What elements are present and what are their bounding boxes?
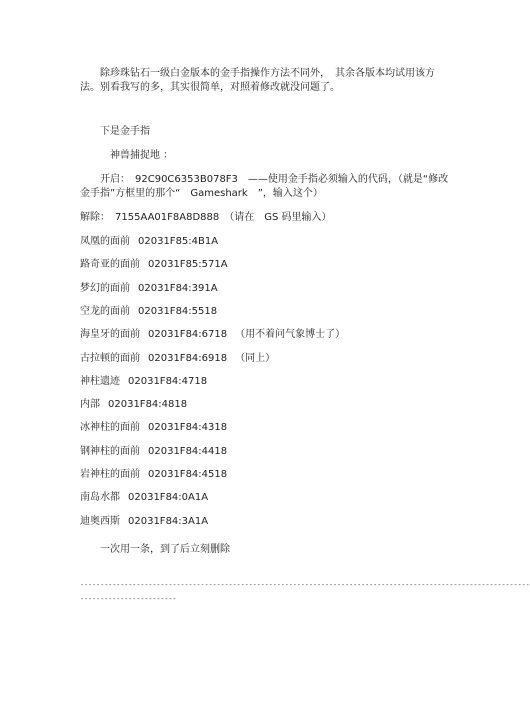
code-location: 古拉顿的面前	[80, 352, 140, 364]
code-row	[80, 420, 425, 435]
section-heading: 下是金手指	[100, 126, 150, 137]
intro-line-1: 除珍珠钻石一级白金版本的金手指操作方法不同外， 其余各版本均试用该方	[100, 68, 435, 79]
code-location: 钢神柱的面前	[80, 445, 140, 457]
code-value: 02031F84:4518	[148, 469, 228, 480]
code-row	[80, 514, 425, 529]
code-location: 迪奥西斯	[80, 515, 120, 527]
code-row	[80, 374, 425, 389]
code-value: 02031F84:391A	[138, 282, 218, 294]
code-location: 神柱遗迹	[80, 375, 120, 387]
code-value: 02031F84:4818	[108, 399, 188, 411]
code-location: 冰神柱的面前	[80, 422, 140, 434]
code-note: （用不着问气象博士了）	[235, 329, 346, 341]
code-location: 梦幻的面前	[80, 282, 130, 294]
unlock-code-line: 解除： 7155AA01F8A8D888 （请在 GS 码里输入）	[80, 212, 332, 223]
separator-line-2: ------------------------	[80, 595, 177, 603]
code-value: 02031F84:3A1A	[128, 515, 209, 527]
code-row	[80, 397, 425, 412]
code-row	[80, 444, 425, 459]
code-value: 02031F84:5518	[138, 305, 218, 317]
section-subheading: 神兽捕捉地 ：	[110, 150, 174, 161]
code-row	[80, 257, 425, 272]
code-location: 岩神柱的面前	[80, 469, 140, 480]
code-location: 内部	[80, 399, 100, 411]
code-value: 02031F84:6718	[148, 329, 228, 341]
code-location: 海皇牙的面前	[80, 329, 140, 341]
code-row	[80, 234, 425, 249]
code-location: 空龙的面前	[80, 305, 130, 317]
code-row	[80, 304, 425, 319]
code-row	[80, 327, 425, 342]
code-value: 02031F84:4418	[148, 445, 228, 457]
code-location: 南岛水都	[80, 492, 120, 504]
intro-line-2: 法。别看我写的多，其实很简单，对照着修改就没问题了。	[80, 82, 340, 93]
code-row	[80, 351, 425, 366]
code-note: （同上）	[235, 352, 276, 364]
enable-code-line-1: 开启： 92C90C6353B078F3 ——使用金手指必须输入的代码，（就是“修改	[100, 174, 449, 185]
code-value: 02031F84:4318	[148, 422, 228, 434]
code-row	[80, 281, 425, 296]
code-value: 02031F84:4718	[128, 375, 208, 387]
code-value: 02031F85:4B1A	[138, 236, 219, 247]
enable-code-line-2: 金手指”方框里的那个“ Gameshark ”，输入这个）	[80, 188, 323, 199]
code-location: 路奇亚的面前	[80, 259, 140, 271]
code-location: 凤凰的面前	[80, 236, 130, 247]
code-row	[80, 467, 425, 482]
code-value: 02031F84:6918	[148, 352, 228, 364]
code-value: 02031F85:571A	[148, 259, 228, 271]
code-row	[80, 490, 425, 505]
separator-line-1: ----------------------------------------------------------------------------------------------------------------	[80, 581, 530, 589]
footer-note: 一次用一条，到了后立刻删除	[100, 544, 230, 555]
code-value: 02031F84:0A1A	[128, 492, 209, 504]
